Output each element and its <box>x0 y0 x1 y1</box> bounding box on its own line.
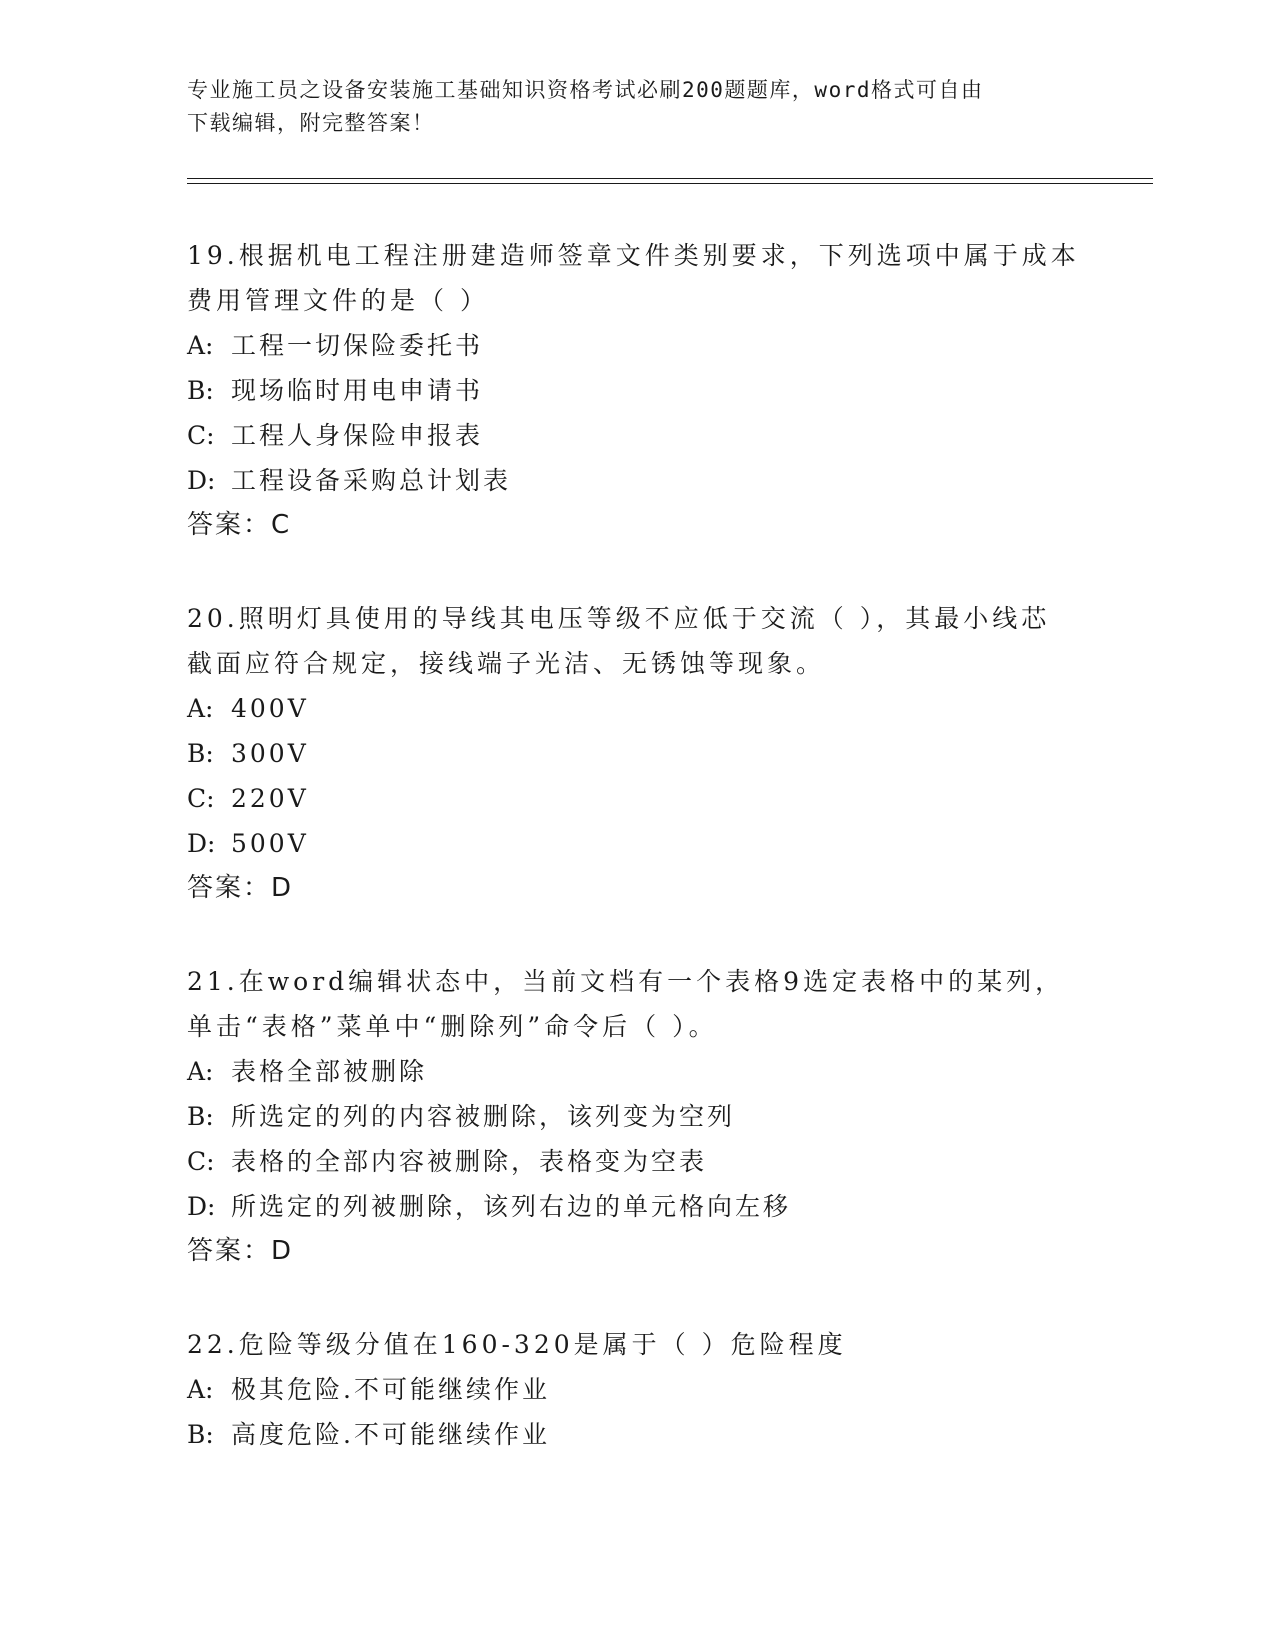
option-letter: D: <box>187 1192 216 1221</box>
option-a <box>187 1049 1087 1094</box>
option-letter: C: <box>187 1147 215 1176</box>
question-stem-line: 截面应符合规定，接线端子光洁、无锈蚀等现象。 <box>187 649 826 678</box>
question-19 <box>187 233 1087 548</box>
option-letter: C: <box>187 421 215 450</box>
option-letter: A: <box>187 331 214 360</box>
option-b <box>187 368 1087 413</box>
question-22 <box>187 1322 1087 1457</box>
option-text: 400V <box>231 694 309 723</box>
question-stem-line: 22.危险等级分值在160-320是属于（ ）危险程度 <box>187 1330 847 1359</box>
option-text: 300V <box>231 739 309 768</box>
question-stem-line: 19.根据机电工程注册建造师签章文件类别要求，下列选项中属于成本 <box>187 241 1080 270</box>
answer-line: 答案：D <box>187 1236 294 1266</box>
option-d <box>187 458 1087 503</box>
option-text: 工程人身保险申报表 <box>231 421 484 450</box>
option-text: 所选定的列的内容被删除，该列变为空列 <box>231 1102 736 1131</box>
option-letter: B: <box>187 1420 214 1449</box>
option-text: 现场临时用电申请书 <box>231 376 484 405</box>
question-stem-line: 20.照明灯具使用的导线其电压等级不应低于交流（ ），其最小线芯 <box>187 604 1051 633</box>
option-letter: A: <box>187 694 214 723</box>
option-d <box>187 821 1087 866</box>
header-divider-top <box>187 178 1153 179</box>
option-letter: C: <box>187 784 215 813</box>
question-21 <box>187 959 1087 1274</box>
option-a <box>187 686 1087 731</box>
option-d <box>187 1184 1087 1229</box>
option-b <box>187 1094 1087 1139</box>
option-b <box>187 1412 1087 1457</box>
question-stem-line: 21.在word编辑状态中，当前文档有一个表格9选定表格中的某列， <box>187 967 1065 996</box>
header-line-2: 下载编辑，附完整答案！ <box>187 111 435 135</box>
document-header <box>187 74 1067 140</box>
question-20 <box>187 596 1087 911</box>
option-letter: B: <box>187 739 214 768</box>
option-letter: B: <box>187 376 214 405</box>
header-line-1: 专业施工员之设备安装施工基础知识资格考试必刷200题题库，word格式可自由 <box>187 78 984 102</box>
header-divider-bottom <box>187 183 1153 184</box>
option-text: 高度危险.不可能继续作业 <box>231 1420 550 1449</box>
option-letter: A: <box>187 1057 214 1086</box>
option-c <box>187 776 1087 821</box>
option-letter: D: <box>187 466 216 495</box>
option-text: 极其危险.不可能继续作业 <box>231 1375 550 1404</box>
option-letter: A: <box>187 1375 214 1404</box>
option-text: 500V <box>231 829 309 858</box>
question-stem-line: 费用管理文件的是（ ） <box>187 286 489 315</box>
option-letter: D: <box>187 829 216 858</box>
question-stem-line: 单击“表格”菜单中“删除列”命令后（ ）。 <box>187 1012 718 1041</box>
option-a <box>187 323 1087 368</box>
answer-line: 答案：D <box>187 873 294 903</box>
answer-line: 答案：C <box>187 510 292 540</box>
option-text: 表格的全部内容被删除，表格变为空表 <box>231 1147 708 1176</box>
option-c <box>187 1139 1087 1184</box>
option-letter: B: <box>187 1102 214 1131</box>
option-a <box>187 1367 1087 1412</box>
option-text: 220V <box>231 784 309 813</box>
option-c <box>187 413 1087 458</box>
option-text: 工程设备采购总计划表 <box>231 466 512 495</box>
option-text: 表格全部被删除 <box>231 1057 428 1086</box>
option-text: 所选定的列被删除，该列右边的单元格向左移 <box>231 1192 792 1221</box>
option-text: 工程一切保险委托书 <box>231 331 484 360</box>
option-b <box>187 731 1087 776</box>
